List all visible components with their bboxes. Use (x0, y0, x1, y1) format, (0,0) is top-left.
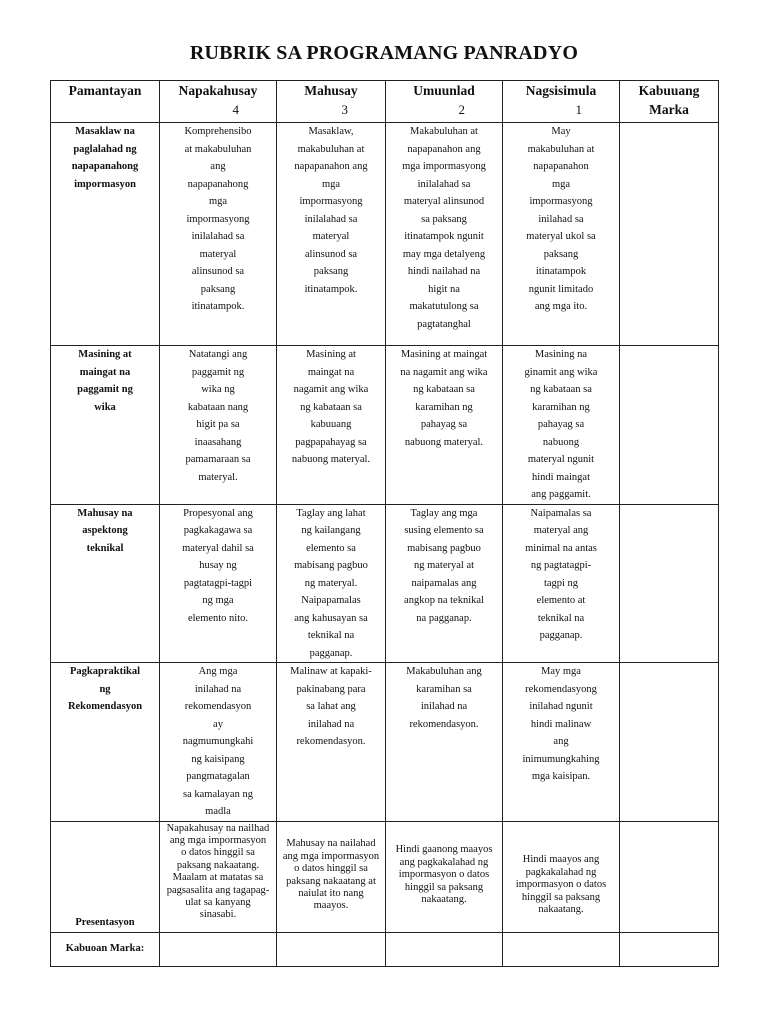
descriptor-line: Naipapamalas (301, 595, 361, 606)
descriptor-line: mabisang pagbuo (407, 542, 481, 554)
header-total (620, 81, 719, 123)
descriptor-line: napapanahon ang (407, 143, 481, 155)
descriptor-line: ulat sa kanyang (185, 896, 251, 908)
descriptor-line: ng kabataan sa (300, 401, 362, 413)
descriptor-line: Natatangi ang (188, 349, 248, 360)
descriptor-line: materyal. (198, 471, 238, 483)
descriptor-cell (386, 663, 503, 822)
descriptor-line: makabuluhan at (297, 143, 365, 155)
descriptor-line: ang paggamit. (531, 489, 591, 500)
descriptor-line: Komprehensibo (184, 126, 252, 137)
descriptor-line: Naipamalas sa (530, 507, 592, 519)
descriptor-line: pagkakagawa sa (183, 525, 253, 536)
descriptor-cell (277, 346, 386, 505)
descriptor-line: husay ng (199, 560, 237, 571)
descriptor-cell (386, 821, 503, 932)
descriptor-line: impormasyong (186, 213, 250, 225)
descriptor-line: susing elemento sa (404, 525, 484, 536)
header-row (51, 81, 719, 123)
criterion-line: Presentasyon (75, 917, 135, 928)
descriptor-line: materyal (312, 231, 350, 242)
descriptor-line: ang pagkakalahad ng (399, 856, 489, 868)
descriptor-line: Ang mga (198, 666, 238, 677)
descriptor-line: inilahad ngunit (529, 701, 593, 712)
total-row (51, 932, 719, 966)
descriptor-line: angkop na teknikal (404, 595, 484, 606)
descriptor-line: teknikal na (307, 630, 355, 641)
descriptor-line: inimumungkahing (522, 753, 600, 765)
criterion-row (51, 123, 719, 346)
descriptor-line: alinsunod sa (304, 248, 358, 260)
descriptor-line: Taglay ang mga (410, 507, 478, 519)
descriptor-line: paksang nakaatang at (286, 875, 376, 887)
descriptor-cell (277, 663, 386, 822)
descriptor-line: pagsasalita ang tagapag- (166, 884, 270, 896)
descriptor-line: elemento nito. (187, 612, 249, 624)
descriptor-line: Napakahusay na nailhad (166, 822, 270, 834)
descriptor-line: materyal dahil sa (182, 542, 254, 554)
descriptor-cell (277, 504, 386, 663)
descriptor-line: napapanahon (533, 161, 589, 172)
descriptor-line: Masining na (534, 349, 588, 360)
header-criteria (51, 81, 160, 123)
descriptor-line: impormasyong (529, 196, 593, 207)
descriptor-line: teknikal na (537, 612, 585, 624)
criterion-row (51, 663, 719, 822)
header-level-4 (160, 81, 277, 123)
descriptor-line: pamamaraan sa (185, 454, 251, 465)
descriptor-line: o datos hinggil sa (181, 847, 255, 859)
descriptor-line: ang (210, 161, 226, 172)
descriptor-line: inilahad na (307, 718, 355, 730)
level-score: 2 (458, 102, 465, 117)
descriptor-line: itinatampok (535, 266, 587, 277)
descriptor-line: Makabuluhan at (410, 126, 478, 137)
descriptor-line: ginamit ang wika (524, 366, 598, 378)
descriptor-line: nagamit ang wika (293, 384, 369, 395)
descriptor-line: materyal ang (533, 525, 589, 536)
descriptor-line: o datos hinggil sa (294, 863, 368, 875)
descriptor-line: elemento sa (306, 542, 356, 554)
level-name: Nagsisimula (525, 83, 597, 98)
descriptor-line: mabisang pagbuo (294, 560, 368, 571)
descriptor-line: Propesyonal ang (183, 507, 253, 519)
descriptor-line: materyal alinsunod (403, 196, 485, 207)
descriptor-line: hinggil sa paksang (404, 881, 484, 893)
descriptor-line: paksang (200, 283, 236, 295)
descriptor-line: Hindi gaanong maayos (395, 844, 493, 856)
descriptor-line: napapanahon ang (294, 161, 368, 172)
descriptor-line: paksang nakaatang. (176, 859, 260, 871)
descriptor-line: May (551, 126, 571, 137)
descriptor-line: na nagamit ang wika (400, 366, 488, 378)
level-name: Napakahusay (178, 83, 258, 98)
descriptor-line: ng materyal. (304, 577, 358, 589)
criterion-row (51, 504, 719, 663)
descriptor-line: pagtatagpi-tagpi (183, 577, 253, 589)
descriptor-cell (160, 504, 277, 663)
descriptor-line: na pagganap. (416, 612, 472, 624)
criterion-label (51, 123, 160, 346)
total-cell[interactable] (160, 932, 277, 966)
descriptor-line: rekomendasyon. (296, 736, 366, 747)
criterion-line: Rekomendasyon (67, 701, 143, 712)
descriptor-line: sinasabi. (199, 909, 237, 921)
descriptor-line: ang mga impormasyon (282, 850, 380, 862)
descriptor-line: Makabuluhan ang (406, 666, 482, 677)
descriptor-line: karamihan ng (532, 401, 590, 413)
criterion-line: impormasyon (74, 178, 136, 190)
descriptor-line: Malinaw at kapaki- (290, 666, 372, 677)
score-cell[interactable] (620, 821, 719, 932)
descriptor-line: ng mga (202, 595, 234, 606)
total-cell[interactable] (386, 932, 503, 966)
descriptor-line: materyal ukol sa (526, 231, 596, 242)
descriptor-line: Mahusay na nailahad (286, 838, 376, 850)
criterion-line: aspektong (82, 525, 128, 536)
descriptor-line: wika ng (201, 384, 235, 395)
header-total-line: Kabuuang (638, 83, 700, 98)
descriptor-line: Maalam at matatas sa (172, 872, 264, 884)
descriptor-line: pahayag sa (420, 419, 468, 430)
header-level-2 (386, 81, 503, 123)
total-cell[interactable] (277, 932, 386, 966)
descriptor-line: hindi maingat (531, 471, 591, 483)
descriptor-line: higit pa sa (196, 419, 240, 430)
descriptor-line: ng kaisipang (191, 753, 245, 765)
descriptor-line: may mga detalyeng (402, 248, 486, 260)
criterion-line: Pagkapraktikal (69, 666, 140, 677)
criterion-line: wika (94, 401, 116, 413)
descriptor-line: pagtatanghal (417, 318, 471, 330)
descriptor-line: nabuong (542, 436, 580, 448)
descriptor-line: pagpapahayag sa (295, 436, 367, 448)
descriptor-line: sa kamalayan ng (183, 788, 253, 800)
descriptor-line: mga kaisipan. (531, 771, 591, 782)
descriptor-line: rekomendasyong (525, 683, 597, 695)
descriptor-line: nagmumungkahi (182, 736, 254, 747)
descriptor-line: alinsunod sa (191, 266, 245, 277)
descriptor-line: rekomendasyon. (409, 718, 479, 730)
descriptor-line: maingat na (307, 366, 355, 378)
criterion-line: maingat na (79, 366, 131, 378)
descriptor-line: Masining at (306, 349, 356, 360)
descriptor-cell (160, 123, 277, 346)
descriptor-cell (503, 123, 620, 346)
descriptor-cell (503, 346, 620, 505)
descriptor-line: pagganap. (309, 647, 353, 659)
descriptor-line: ang mga ito. (534, 301, 588, 312)
descriptor-line: impormasyon o datos (398, 869, 490, 881)
descriptor-line: minimal na antas (525, 542, 597, 554)
criterion-line: napapanahong (71, 161, 139, 172)
descriptor-line: makabuluhan at (527, 143, 595, 155)
criterion-line: paggamit ng (77, 384, 133, 395)
descriptor-line: rekomendasyon (184, 701, 252, 712)
descriptor-line: ang (553, 736, 569, 747)
descriptor-line: itinatampok. (191, 301, 245, 312)
descriptor-line: paksang (543, 248, 579, 260)
criterion-label (51, 504, 160, 663)
criterion-line: teknikal (86, 542, 124, 554)
descriptor-cell (503, 663, 620, 822)
descriptor-line: naipamalas ang (411, 577, 477, 589)
descriptor-line: nabuong materyal. (404, 436, 484, 448)
descriptor-line: ng kabataan sa (530, 384, 592, 395)
descriptor-line: ng materyal at (413, 560, 475, 571)
descriptor-line: paksang (313, 266, 349, 277)
criterion-line: Masaklaw na (75, 126, 135, 137)
descriptor-line: nakaatang. (421, 894, 467, 906)
descriptor-line: Masining at maingat (400, 349, 488, 360)
level-name: Mahusay (304, 83, 358, 98)
descriptor-line: inaasahang (194, 436, 242, 448)
total-cell[interactable] (503, 932, 620, 966)
descriptor-line: tagpi ng (543, 577, 579, 589)
descriptor-line: kabuuang (310, 419, 352, 430)
descriptor-line: hinggil sa paksang (521, 891, 601, 903)
descriptor-line: maayos. (313, 900, 349, 912)
header-total-line: Marka (649, 102, 689, 117)
descriptor-cell (503, 504, 620, 663)
descriptor-line: madla (205, 806, 231, 817)
level-name: Umuunlad (413, 83, 475, 98)
descriptor-line: sa paksang (421, 213, 467, 225)
descriptor-line: pagganap. (539, 630, 583, 641)
descriptor-line: impormasyong (299, 196, 363, 207)
descriptor-cell (503, 821, 620, 932)
score-cell[interactable] (620, 663, 719, 822)
descriptor-line: inilalahad sa (304, 213, 358, 225)
page-title: RUBRIK SA PROGRAMANG PANRADYO (189, 42, 579, 64)
descriptor-line: ay (213, 718, 223, 730)
descriptor-line: mga (551, 178, 571, 190)
descriptor-line: mga (321, 178, 341, 190)
descriptor-line: pangmatagalan (186, 771, 250, 782)
descriptor-line: materyal (199, 248, 237, 260)
total-label: Kabuoan Marka: (51, 932, 160, 966)
descriptor-line: at makabuluhan (184, 143, 252, 155)
total-cell[interactable] (620, 932, 719, 966)
level-score: 1 (575, 102, 582, 117)
descriptor-line: sa lahat ang (306, 701, 356, 712)
descriptor-line: nabuong materyal. (291, 454, 371, 465)
descriptor-cell (277, 821, 386, 932)
descriptor-line: itinatampok ngunit (404, 231, 484, 242)
descriptor-line: elemento at (536, 595, 586, 606)
descriptor-line: mga impormasyong (402, 161, 486, 172)
header-criteria-label: Pamantayan (68, 83, 142, 98)
criterion-line: Masining at (78, 349, 132, 360)
descriptor-line: inilahad sa (538, 213, 584, 225)
descriptor-cell (160, 346, 277, 505)
descriptor-cell (160, 663, 277, 822)
descriptor-cell (277, 123, 386, 346)
level-score: 3 (341, 102, 348, 117)
descriptor-line: inilalahad sa (191, 231, 245, 242)
score-cell[interactable] (620, 346, 719, 505)
criterion-row (51, 821, 719, 932)
rubric-table (50, 80, 719, 967)
criterion-line: paglalahad ng (73, 143, 137, 155)
descriptor-line: impormasyon o datos (515, 879, 607, 891)
descriptor-line: Taglay ang lahat (296, 507, 366, 519)
descriptor-line: makatutulong sa (409, 301, 479, 312)
header-level-3 (277, 81, 386, 123)
descriptor-line: ng kabataan sa (413, 384, 475, 395)
descriptor-line: materyal ngunit (527, 454, 595, 465)
descriptor-line: itinatampok. (304, 283, 358, 295)
criterion-label (51, 346, 160, 505)
descriptor-line: pakinabang para (296, 683, 366, 695)
criterion-row (51, 346, 719, 505)
descriptor-line: May mga (541, 666, 581, 677)
descriptor-line: karamihan sa (416, 683, 472, 695)
header-level-1 (503, 81, 620, 123)
descriptor-line: pagkakalahad ng (525, 866, 597, 878)
level-score: 4 (232, 102, 239, 117)
descriptor-line: ngunit limitado (528, 283, 594, 295)
descriptor-line: Masaklaw, (308, 126, 354, 137)
descriptor-line: kabataan nang (187, 401, 249, 413)
descriptor-line: nakaatang. (538, 904, 584, 916)
criterion-line: Mahusay na (77, 507, 133, 519)
criterion-line: ng (99, 683, 111, 695)
descriptor-line: higit na (428, 283, 460, 295)
descriptor-line: ang kahusayan sa (294, 612, 368, 624)
descriptor-cell (386, 123, 503, 346)
descriptor-line: napapanahong (187, 178, 249, 190)
descriptor-line: karamihan ng (415, 401, 473, 413)
descriptor-cell (160, 821, 277, 932)
criterion-label (51, 663, 160, 822)
score-cell[interactable] (620, 504, 719, 663)
descriptor-line: Hindi maayos ang (522, 854, 600, 866)
descriptor-line: pahayag sa (537, 419, 585, 430)
descriptor-line: inilahad na (420, 701, 468, 712)
descriptor-line: ng kailangang (301, 525, 361, 536)
descriptor-line: hindi nailahad na (407, 266, 481, 277)
descriptor-line: inilahad na (194, 683, 242, 695)
descriptor-cell (386, 504, 503, 663)
descriptor-line: ang mga impormasyon (169, 834, 267, 846)
descriptor-line: naiulat ito nang (298, 887, 364, 899)
descriptor-line: hindi malinaw (530, 718, 592, 730)
descriptor-line: ng pagtatagpi- (530, 560, 592, 571)
descriptor-line: mga (208, 196, 228, 207)
descriptor-line: inilalahad sa (417, 178, 471, 190)
criterion-label (51, 821, 160, 932)
score-cell[interactable] (620, 123, 719, 346)
descriptor-line: paggamit ng (191, 366, 245, 378)
descriptor-cell (386, 346, 503, 505)
